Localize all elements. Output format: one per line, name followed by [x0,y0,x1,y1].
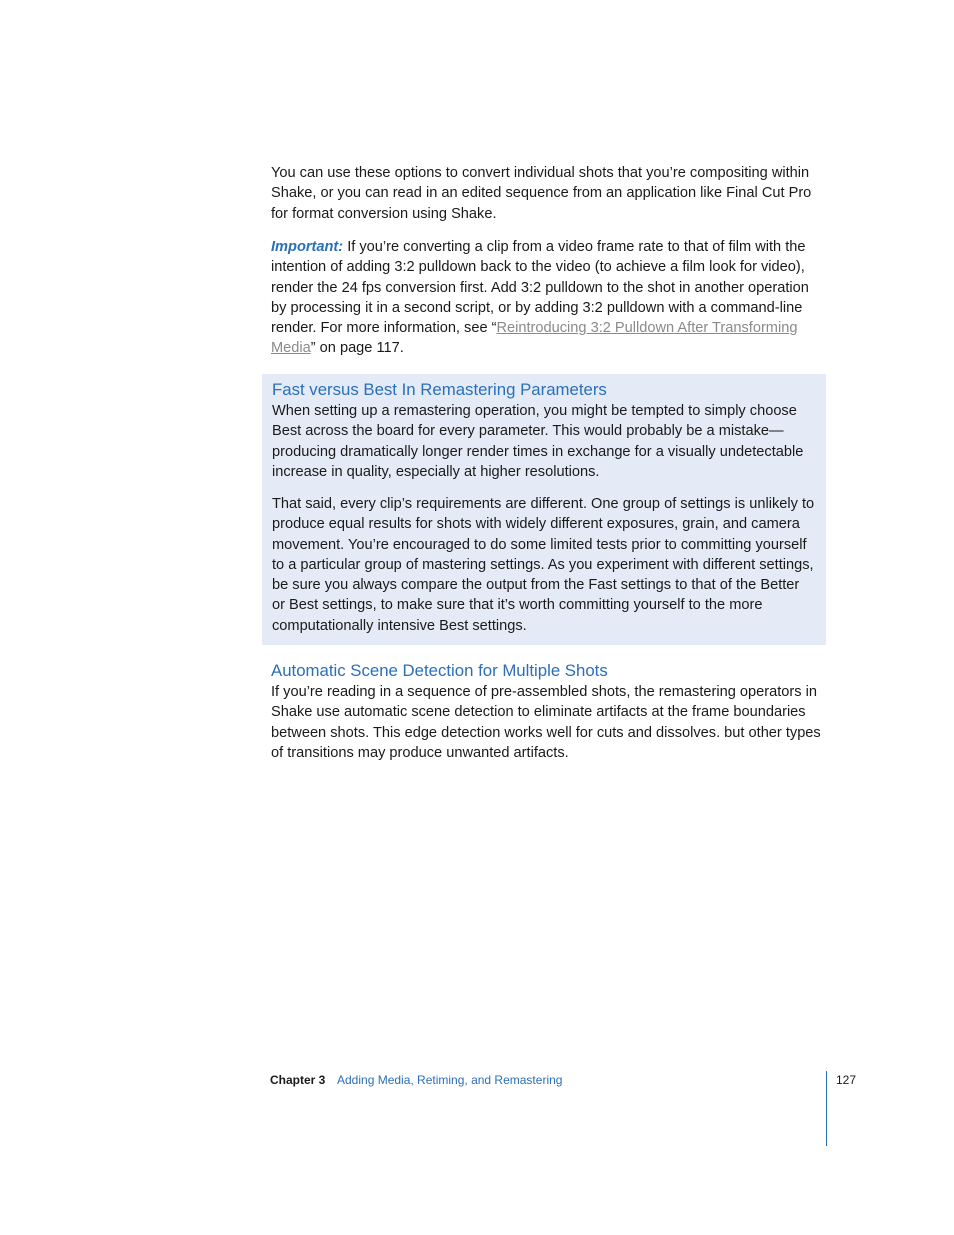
sidebar-box [262,374,826,645]
footer-divider [826,1071,827,1146]
important-label: Important: [271,239,344,255]
cross-reference-link[interactable]: Reintroducing 3:2 Pulldown After Transforming Media [271,320,798,357]
footer-chapter-title: Adding Media, Retiming, and Remastering [337,1073,563,1087]
section-title-scene-detection: Automatic Scene Detection for Multiple Shots [271,661,608,680]
sidebar-paragraph-1: When setting up a remastering operation, you might be tempted to simply choose Best across the board for every parameter. This would probably be a mistake—producing dramatically longer render times in exchange for a visually undetectable increase in quality, especially at higher resolutions. [272,403,804,480]
important-suffix: ” on page 117. [310,340,404,357]
intro-paragraph: You can use these options to convert individual shots that you’re compositing within Shake, or you can read in an edited sequence from an application like Final Cut Pro for format conversion using Shake. [271,165,812,222]
sidebar-title: Fast versus Best In Remastering Parameters [272,380,607,399]
footer-chapter-label: Chapter 3 [270,1073,326,1087]
sidebar-paragraph-2: That said, every clip’s requirements are different. One group of settings is unlikely to produce equal results for shots with widely different exposures, grain, and camera movement. You’re encouraged to do some limited tests prior to committing yourself to a particular group of mastering settings. As you experiment with different settings, be sure you always compare the output from the Fast settings to that of the Better or Best settings, to make sure that it’s worth committing yourself to the more computationally intensive Best settings. [272,496,815,634]
important-paragraph [271,237,821,359]
important-text: If you’re converting a clip from a video frame rate to that of film with the intention of adding 3:2 pulldown back to the video (to achieve a film look for video), render the 24 fps conversion first. Add 3:2 pulldown to the shot in another operation by processing it in a second script, or by adding 3:2 pulldown with a command-line render. For more information, see “ [271,239,809,337]
scene-detection-paragraph: If you’re reading in a sequence of pre-assembled shots, the remastering operators in Shake use automatic scene detection to eliminate artifacts at the frame boundaries between shots. This edge detection works well for cuts and dissolves. but other types of transitions may produce unwanted artifacts. [271,684,821,761]
page-number: 127 [836,1073,857,1087]
